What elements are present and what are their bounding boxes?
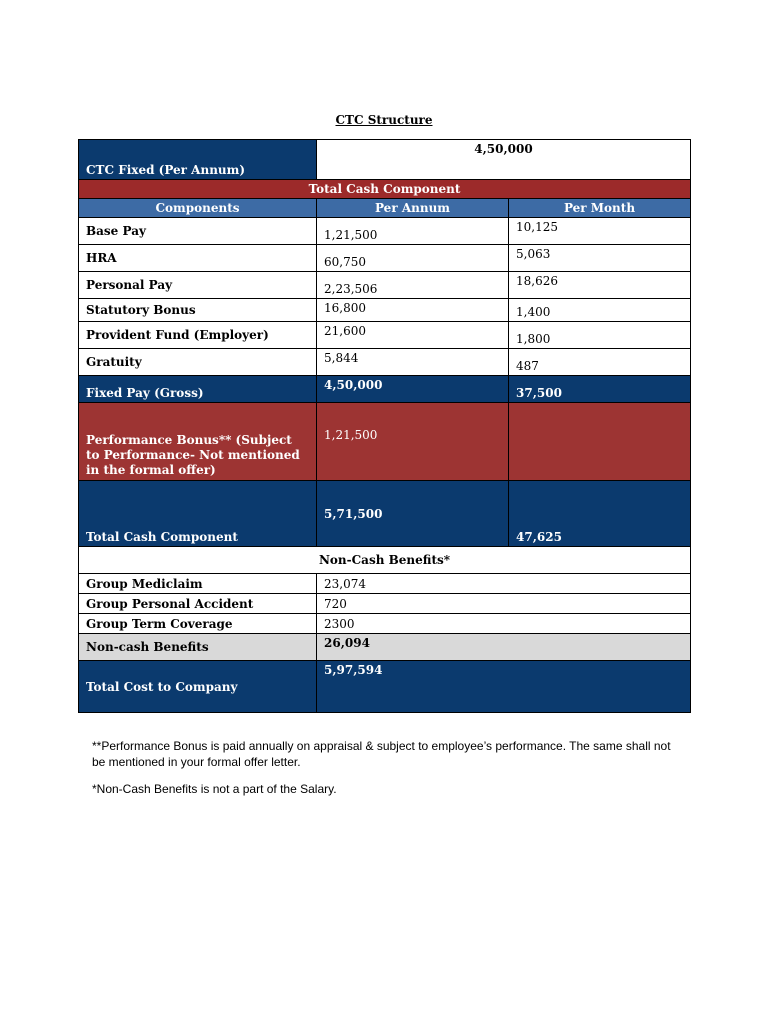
column-header-row xyxy=(79,199,691,218)
footnote-non-cash: *Non-Cash Benefits is not a part of the Salary. xyxy=(92,782,337,796)
row-value: 23,074 xyxy=(317,574,691,594)
header-per-annum: Per Annum xyxy=(317,199,509,218)
cash-section-title: Total Cash Component xyxy=(79,180,691,199)
table-row xyxy=(79,322,691,349)
table-row xyxy=(79,218,691,245)
footnote-performance-bonus: **Performance Bonus is paid annually on appraisal & subject to employee’s performance. The same shall not be mentioned in your formal offer letter. xyxy=(92,739,671,769)
row-label: Group Personal Accident xyxy=(79,594,317,614)
row-annum: 1,21,500 xyxy=(317,218,509,245)
row-label: Statutory Bonus xyxy=(79,299,317,322)
table-row xyxy=(79,594,691,614)
fixed-pay-label: Fixed Pay (Gross) xyxy=(79,376,317,403)
row-month: 487 xyxy=(509,349,691,376)
non-cash-total-value: 26,094 xyxy=(317,634,691,661)
total-cash-label: Total Cash Component xyxy=(79,481,317,547)
non-cash-header-row xyxy=(79,547,691,574)
row-annum: 2,23,506 xyxy=(317,272,509,299)
row-month: 1,400 xyxy=(509,299,691,322)
row-value: 2300 xyxy=(317,614,691,634)
row-label: Group Mediclaim xyxy=(79,574,317,594)
non-cash-total-row xyxy=(79,634,691,661)
row-month: 10,125 xyxy=(509,218,691,245)
total-ctc-label: Total Cost to Company xyxy=(79,661,317,713)
table-row xyxy=(79,245,691,272)
total-cash-annum: 5,71,500 xyxy=(317,481,509,547)
row-annum: 16,800 xyxy=(317,299,509,322)
row-label: Base Pay xyxy=(79,218,317,245)
row-label: Provident Fund (Employer) xyxy=(79,322,317,349)
row-label: Gratuity xyxy=(79,349,317,376)
ctc-fixed-row xyxy=(79,140,691,180)
row-annum: 5,844 xyxy=(317,349,509,376)
fixed-pay-annum: 4,50,000 xyxy=(317,376,509,403)
total-cash-row xyxy=(79,481,691,547)
row-month: 18,626 xyxy=(509,272,691,299)
row-annum: 60,750 xyxy=(317,245,509,272)
header-components: Components xyxy=(79,199,317,218)
row-month: 1,800 xyxy=(509,322,691,349)
total-cash-month: 47,625 xyxy=(509,481,691,547)
table-row xyxy=(79,574,691,594)
fixed-pay-month: 37,500 xyxy=(509,376,691,403)
table-row xyxy=(79,299,691,322)
table-row xyxy=(79,349,691,376)
ctc-fixed-value: 4,50,000 xyxy=(317,140,691,180)
row-value: 720 xyxy=(317,594,691,614)
footnotes xyxy=(92,738,672,808)
row-annum: 21,600 xyxy=(317,322,509,349)
ctc-table xyxy=(78,139,691,713)
table-row xyxy=(79,272,691,299)
row-month: 5,063 xyxy=(509,245,691,272)
document-title: CTC Structure xyxy=(335,113,433,127)
fixed-pay-row xyxy=(79,376,691,403)
non-cash-total-label: Non-cash Benefits xyxy=(79,634,317,661)
ctc-fixed-label: CTC Fixed (Per Annum) xyxy=(79,140,317,180)
total-ctc-row xyxy=(79,661,691,713)
performance-bonus-month xyxy=(509,403,691,481)
performance-bonus-label: Performance Bonus** (Subject to Performance- Not mentioned in the formal offer) xyxy=(79,403,317,481)
performance-bonus-annum: 1,21,500 xyxy=(317,403,509,481)
header-per-month: Per Month xyxy=(509,199,691,218)
performance-bonus-row xyxy=(79,403,691,481)
total-ctc-value: 5,97,594 xyxy=(317,661,691,713)
cash-section-header xyxy=(79,180,691,199)
row-label: Personal Pay xyxy=(79,272,317,299)
non-cash-title: Non-Cash Benefits* xyxy=(79,547,691,574)
row-label: HRA xyxy=(79,245,317,272)
table-row xyxy=(79,614,691,634)
row-label: Group Term Coverage xyxy=(79,614,317,634)
